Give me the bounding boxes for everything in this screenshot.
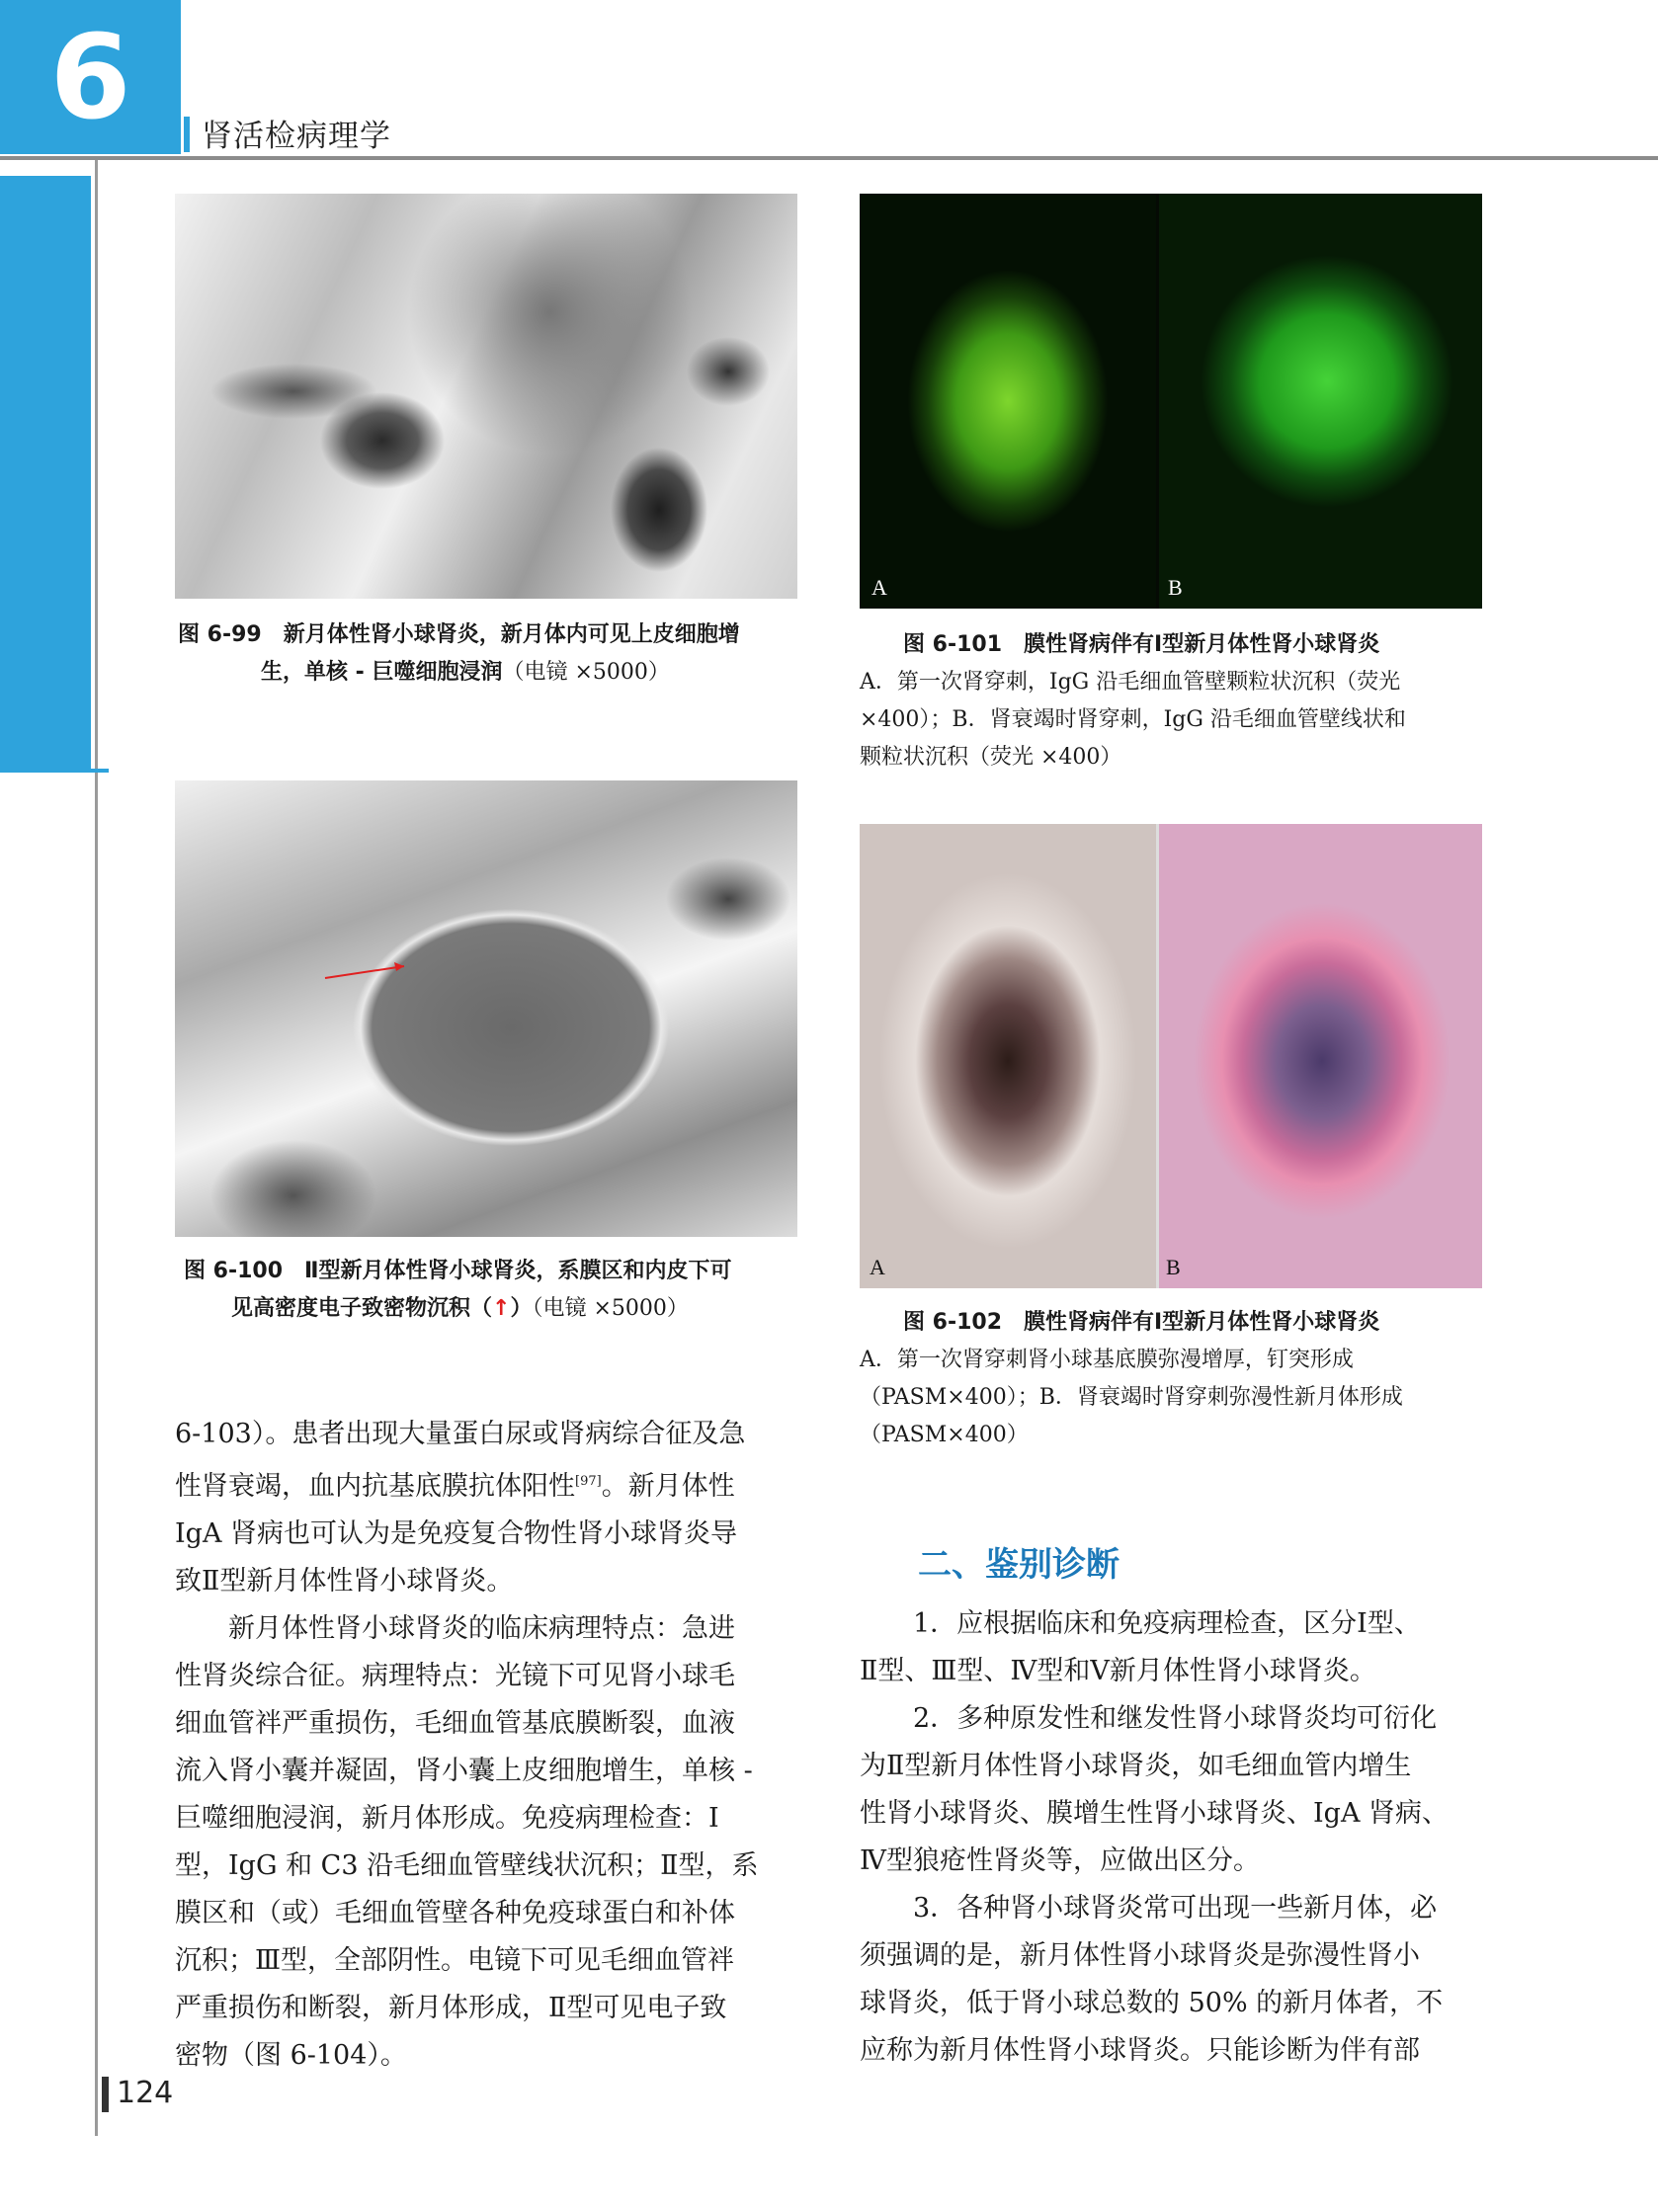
text-line: 密物（图 6-104）。 <box>175 2040 407 2071</box>
figure-6-99-image <box>175 194 797 599</box>
text-line <box>175 1458 797 1511</box>
text-line: 严重损伤和断裂，新月体形成，Ⅱ型可见电子致 <box>175 1993 727 2023</box>
text-line: 新月体性肾小球肾炎的临床病理特点：急进 <box>228 1613 735 1644</box>
figure-6-101-image <box>860 194 1482 609</box>
page-number: 124 <box>117 2076 174 2110</box>
caption-desc-3: 颗粒状沉积（荧光 ×400） <box>860 745 1122 770</box>
page-number-bar <box>102 2077 109 2112</box>
red-arrow-symbol: ↑ <box>492 1296 511 1321</box>
text-line: 3．各种肾小球肾炎常可出现一些新月体，必 <box>913 1893 1438 1924</box>
header-tick <box>184 117 190 152</box>
chapter-number: 6 <box>49 9 131 145</box>
caption-title-close: ） <box>510 1296 533 1321</box>
text-line: 细血管袢严重损伤，毛细血管基底膜断裂，血液 <box>175 1708 735 1739</box>
citation-ref: [97] <box>575 1474 602 1489</box>
margin-rule <box>95 160 98 2136</box>
text-line: 致Ⅱ型新月体性肾小球肾炎。 <box>175 1566 514 1597</box>
figure-6-100-image <box>175 780 797 1237</box>
header-rule <box>0 156 1658 160</box>
figure-6-100-caption <box>184 1253 816 1328</box>
caption-desc-3: （PASM×400） <box>860 1423 1029 1447</box>
caption-title: 图 6-101 膜性肾病伴有Ⅰ型新月体性肾小球肾炎 <box>903 632 1380 657</box>
text-span: 。新月体性 <box>601 1471 735 1502</box>
caption-desc-1: A．第一次肾穿刺，IgG 沿毛细血管壁颗粒状沉积（荧光 <box>860 670 1401 695</box>
caption-desc-1: A．第一次肾穿刺肾小球基底膜弥漫增厚，钉突形成 <box>860 1348 1354 1372</box>
caption-title-cont: 生，单核 - 巨噬细胞浸润 <box>261 660 503 685</box>
figure-6-99-caption <box>178 616 810 692</box>
text-line: 流入肾小囊并凝固，肾小囊上皮细胞增生，单核 - <box>175 1756 753 1786</box>
caption-title: 图 6-99 新月体性肾小球肾炎，新月体内可见上皮细胞增 <box>178 622 740 647</box>
panel-a-image <box>860 824 1156 1288</box>
figure-6-102-image <box>860 824 1482 1288</box>
right-column-text <box>860 1600 1482 2075</box>
panel-label-a: A <box>870 1255 885 1279</box>
text-line: 球肾炎，低于肾小球总数的 50% 的新月体者，不 <box>860 1988 1444 2018</box>
text-span: 性肾衰竭，血内抗基底膜抗体阳性 <box>175 1471 575 1502</box>
text-line: 巨噬细胞浸润，新月体形成。免疫病理检查：Ⅰ <box>175 1803 719 1834</box>
margin-rule-tick <box>91 769 109 773</box>
section-heading: 二、鉴别诊断 <box>918 1545 1119 1585</box>
text-line: IgA 肾病也可认为是免疫复合物性肾小球肾炎导 <box>175 1518 738 1549</box>
text-line: 膜区和（或）毛细血管壁各种免疫球蛋白和补体 <box>175 1898 735 1928</box>
text-line: 型，IgG 和 C3 沿毛细血管壁线状沉积；Ⅱ型，系 <box>175 1850 759 1881</box>
caption-title: 图 6-102 膜性肾病伴有Ⅰ型新月体性肾小球肾炎 <box>903 1310 1380 1335</box>
text-line: Ⅳ型狼疮性肾炎等，应做出区分。 <box>860 1845 1260 1876</box>
panel-b-image <box>1159 824 1482 1288</box>
text-line: 性肾炎综合征。病理特点：光镜下可见肾小球毛 <box>175 1661 735 1691</box>
caption-note: （电镜 ×5000） <box>502 660 670 685</box>
red-arrow-pointer <box>175 780 797 1237</box>
left-column-text <box>175 1411 797 2080</box>
caption-desc-2: （PASM×400）；B．肾衰竭时肾穿刺弥漫性新月体形成 <box>860 1385 1403 1410</box>
text-line: 1．应根据临床和免疫病理检查，区分Ⅰ型、 <box>913 1608 1421 1639</box>
figure-6-102-caption <box>860 1304 1492 1454</box>
caption-title: 图 6-100 Ⅱ型新月体性肾小球肾炎，系膜区和内皮下可 <box>184 1259 732 1283</box>
text-line: 2．多种原发性和继发性肾小球肾炎均可衍化 <box>913 1703 1438 1734</box>
caption-note: （电镜 ×5000） <box>532 1296 689 1321</box>
side-accent-bar <box>0 176 91 773</box>
panel-label-b: B <box>1166 1255 1181 1279</box>
text-line: 6-103）。患者出现大量蛋白尿或肾病综合征及急 <box>175 1419 746 1449</box>
figure-6-101-caption <box>860 626 1492 777</box>
running-header-title: 肾活检病理学 <box>202 119 391 154</box>
panel-label-a: A <box>871 575 887 600</box>
panel-label-b: B <box>1168 575 1183 600</box>
text-line: 沉积；Ⅲ型，全部阴性。电镜下可见毛细血管袢 <box>175 1945 735 1976</box>
text-line: 须强调的是，新月体性肾小球肾炎是弥漫性肾小 <box>860 1940 1420 1971</box>
caption-title-cont: 见高密度电子致密物沉积（ <box>231 1296 493 1321</box>
text-line: Ⅱ型、Ⅲ型、Ⅳ型和Ⅴ新月体性肾小球肾炎。 <box>860 1656 1376 1686</box>
text-line: 性肾小球肾炎、膜增生性肾小球肾炎、IgA 肾病、 <box>860 1798 1450 1829</box>
panel-a-image <box>860 194 1156 609</box>
text-line: 为Ⅱ型新月体性肾小球肾炎，如毛细血管内增生 <box>860 1751 1412 1781</box>
caption-desc-2: ×400）；B．肾衰竭时肾穿刺，IgG 沿毛细血管壁线状和 <box>860 707 1406 732</box>
text-line: 应称为新月体性肾小球肾炎。只能诊断为伴有部 <box>860 2035 1420 2066</box>
panel-b-image <box>1159 194 1482 609</box>
